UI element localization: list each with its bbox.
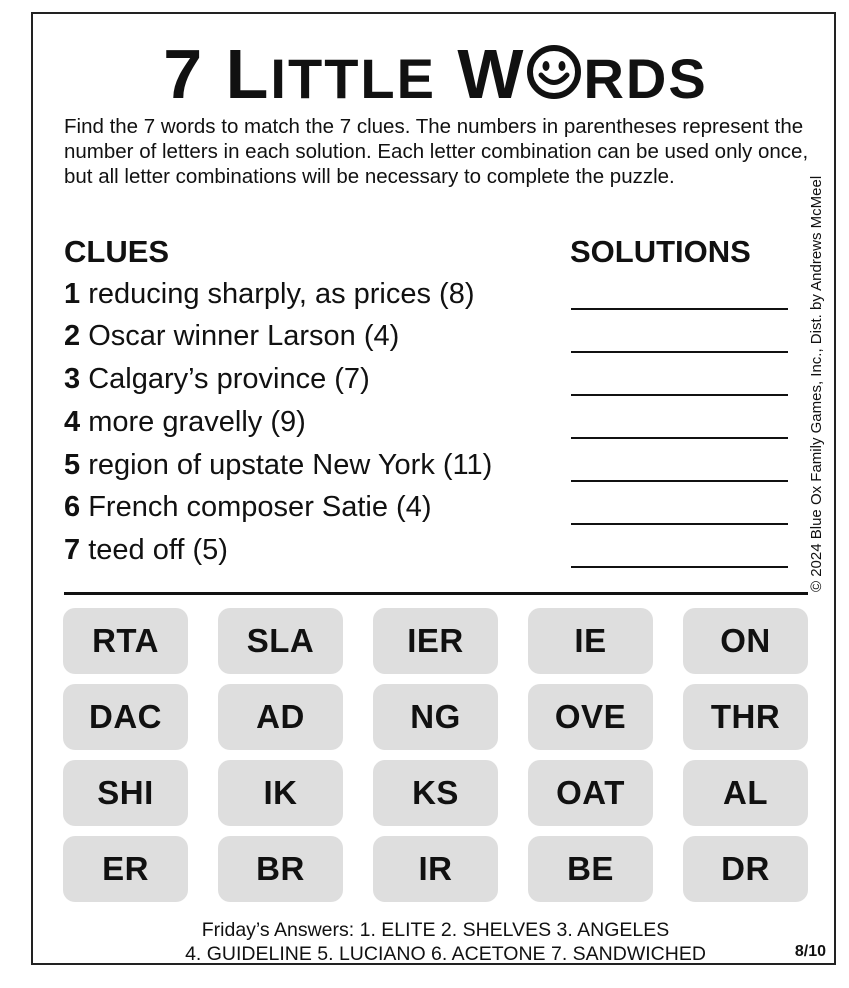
clue-5: 5 region of upstate New York (11) [64,449,493,481]
title-number: 7 [163,35,226,113]
solutions-heading: SOLUTIONS [570,234,751,269]
letter-tiles-grid [63,608,809,902]
puzzle-frame [31,12,836,965]
letter-tile[interactable]: ON [683,608,808,674]
letter-tile[interactable]: KS [373,760,498,826]
letter-tile[interactable]: OAT [528,760,653,826]
letter-tile[interactable]: NG [373,684,498,750]
letter-tile[interactable]: BR [218,836,343,902]
clue-6: 6 French composer Satie (4) [64,491,432,523]
letter-tile[interactable]: DR [683,836,808,902]
letter-tile[interactable]: SHI [63,760,188,826]
previous-answers [33,918,838,966]
clue-3: 3 Calgary’s province (7) [64,363,370,395]
letter-tile[interactable]: IE [528,608,653,674]
clue-2: 2 Oscar winner Larson (4) [64,320,400,352]
clues-heading: CLUES [64,234,170,269]
solution-blank-4[interactable] [571,437,788,439]
solution-blank-5[interactable] [571,480,788,482]
title-word-little: LITTLE [225,35,436,113]
letter-tile[interactable]: AD [218,684,343,750]
instructions-text: Find the 7 words to match the 7 clues. The numbers in parentheses represent the number of letters in each solution. Each letter combination can be used only once, but all letter combinations will be necessary to complete the puzzle. [64,115,809,188]
solution-blank-6[interactable] [571,523,788,525]
smiley-face-icon [526,44,582,100]
letter-tile[interactable]: IER [373,608,498,674]
letter-tile[interactable]: DAC [63,684,188,750]
letter-tile[interactable]: AL [683,760,808,826]
solution-blank-3[interactable] [571,394,788,396]
copyright-notice: © 2024 Blue Ox Family Games, Inc., Dist. by Andrews McMeel [808,175,825,592]
letter-tile[interactable]: IK [218,760,343,826]
answers-line-2: 4. GUIDELINE 5. LUCIANO 6. ACETONE 7. SANDWICHED [185,943,706,965]
letter-tile[interactable]: ER [63,836,188,902]
letter-tile[interactable]: THR [683,684,808,750]
clue-1: 1 reducing sharply, as prices (8) [64,278,475,310]
section-divider [64,592,808,595]
letter-tile[interactable]: BE [528,836,653,902]
letter-tile[interactable]: SLA [218,608,343,674]
solution-blank-2[interactable] [571,351,788,353]
answers-line-1: Friday’s Answers: 1. ELITE 2. SHELVES 3. ANGELES [201,919,670,941]
game-title [33,34,838,119]
title-word-words: W RDS [457,35,708,113]
puzzle-date: 8/10 [794,943,826,960]
letter-tile[interactable]: IR [373,836,498,902]
letter-tile[interactable]: RTA [63,608,188,674]
clue-7: 7 teed off (5) [64,534,228,566]
solution-blank-1[interactable] [571,308,788,310]
solution-blank-7[interactable] [571,566,788,568]
letter-tile[interactable]: OVE [528,684,653,750]
clue-4: 4 more gravelly (9) [64,406,306,438]
